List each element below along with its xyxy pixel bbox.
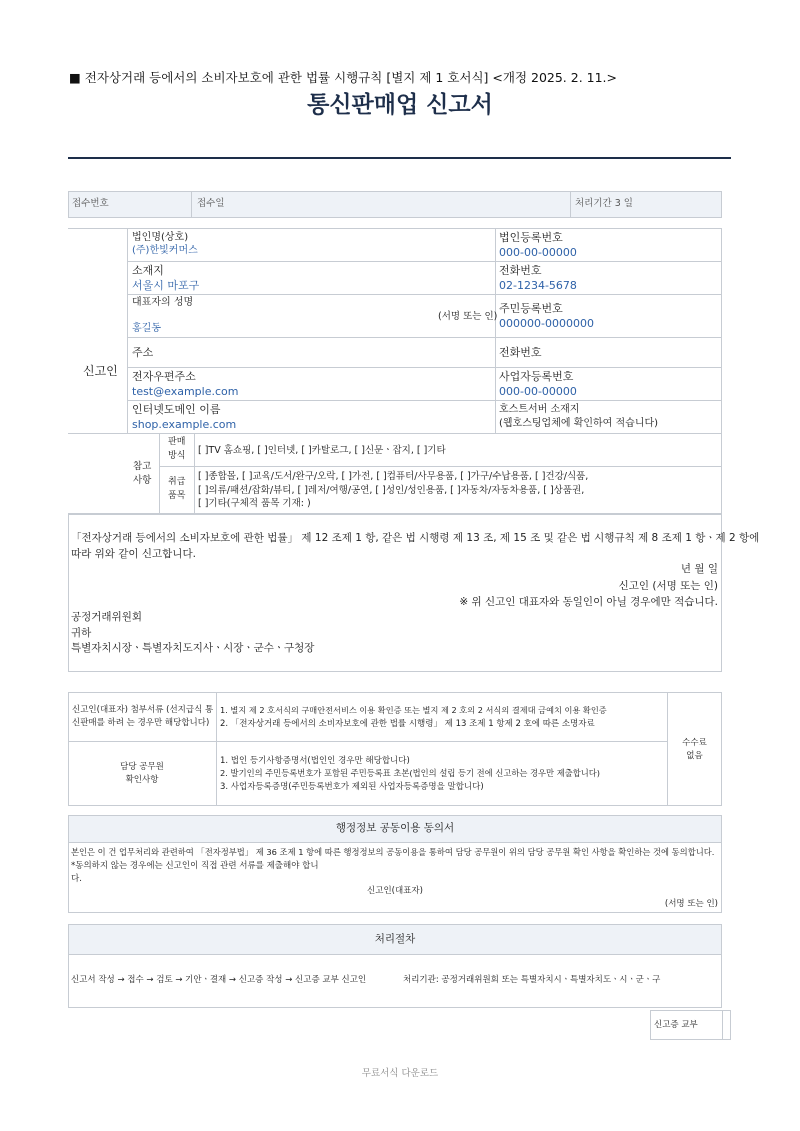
rep-name-value[interactable]: 홍길동: [132, 323, 161, 334]
consent-title: 행정정보 공동이용 동의서: [335, 822, 455, 834]
biz-reg-number-value[interactable]: 000-00-00000: [499, 385, 577, 398]
items-label-2: 품목: [168, 491, 186, 501]
recipient-ftc: 공정거래위원회: [71, 611, 143, 623]
receipt-date-label: 접수일: [197, 198, 225, 209]
reference-label-2: 사항: [133, 475, 152, 486]
address-label: 소재지: [132, 264, 164, 277]
items-options-line1[interactable]: [ ]종합몰, [ ]교육/도서/완구/오락, [ ]가전, [ ]컴퓨터/사무용품, [ ]가구/수납용품, [ ]건강/식품,: [198, 471, 589, 482]
items-options-line3[interactable]: [ ]기타(구체적 품목 기재: ): [198, 498, 311, 509]
applicant-section-label: 신고인: [83, 364, 118, 378]
download-link[interactable]: 무료서식 다운로드: [361, 1068, 439, 1079]
consent-text-line2: *동의하지 않는 경우에는 신고인이 직접 관련 서류를 제출해야 합니: [71, 861, 319, 871]
submit-docs-item-1: 1. 별지 제 2 호서식의 구매안전서비스 이용 확인증 또는 별지 제 2 호의 2 서식의 결제대 금예치 이용 확인증: [220, 705, 607, 715]
items-options-line2[interactable]: [ ]의류/패션/잡화/뷰티, [ ]레저/여행/공연, [ ]성인/성인용품, [ ]자동차/자동차용품, [ ]상품권,: [198, 485, 585, 496]
phone-label: 전화번호: [499, 264, 542, 277]
items-label-1: 취급: [168, 477, 186, 487]
form-info: ■ 전자상거래 등에서의 소비자보호에 관한 법률 시행규칙 [별지 제 1 호서식] <개정 2025. 2. 11.>: [69, 70, 618, 85]
fee-value: 없음: [686, 751, 703, 761]
home-address-label: 주소: [132, 346, 154, 359]
rep-name-label: 대표자의 성명: [132, 297, 194, 308]
company-name-label: 법인명(상호): [132, 232, 189, 243]
issue-label: 신고증 교부: [654, 1020, 698, 1030]
consent-sign-note: (서명 또는 인): [664, 899, 718, 909]
email-value[interactable]: test@example.com: [132, 385, 239, 398]
company-name-value[interactable]: (주)한빛커머스: [132, 245, 198, 256]
submit-docs-label-1: 신고인(대표자) 첨부서류 (선지급식 통: [72, 705, 214, 715]
resident-number-label: 주민등록번호: [499, 302, 563, 315]
officer-check-item-2: 2. 발기인의 주민등록번호가 포함된 주민등록표 초본(법인의 설립 등기 전에 신고하는 경우만 제출합니다): [220, 768, 601, 778]
page-title: 통신판매업 신고서: [307, 92, 493, 118]
consent-text-line3: 다.: [71, 874, 82, 884]
title-divider: [68, 157, 731, 159]
officer-check-label-1: 담당 공무원: [120, 762, 164, 772]
biz-reg-number-label: 사업자등록번호: [499, 370, 574, 383]
resident-number-value[interactable]: 000000-0000000: [499, 317, 594, 330]
phone-value[interactable]: 02-1234-5678: [499, 279, 577, 292]
declaration-signer: 신고인 (서명 또는 인): [618, 580, 718, 592]
recipient-local-gov: 특별자치시장ㆍ특별자치도지사ㆍ시장ㆍ군수ㆍ구청장: [71, 642, 315, 654]
email-label: 전자우편주소: [132, 370, 196, 383]
procedure-title: 처리절차: [374, 933, 416, 945]
recipient-honorific: 귀하: [71, 627, 92, 639]
domain-label: 인터넷도메인 이름: [132, 403, 221, 416]
corp-reg-number-label: 법인등록번호: [499, 231, 563, 244]
declaration-text-line2: 따라 위와 같이 신고합니다.: [71, 548, 196, 560]
officer-check-label-2: 확인사항: [125, 775, 159, 785]
declaration-date: 년 월 일: [680, 563, 718, 575]
submit-docs-label-2: 신판매를 하려 는 경우만 해당합니다): [72, 718, 210, 728]
domain-value[interactable]: shop.example.com: [132, 418, 237, 431]
declaration-note: ※ 위 신고인 대표자와 동일인이 아닐 경우에만 적습니다.: [459, 596, 718, 608]
rep-sign-note: (서명 또는 인): [438, 311, 498, 322]
declaration-text-line1: 「전자상거래 등에서의 소비자보호에 관한 법률」 제 12 조제 1 항, 같은 법 시행령 제 13 조, 제 15 조 및 같은 법 시행규칙 제 8 조제 1 항ㆍ제 2 항에: [71, 532, 760, 544]
sales-method-label-2: 방식: [168, 451, 186, 461]
fee-label: 수수료: [682, 738, 707, 748]
consent-signer: 신고인(대표자): [367, 886, 423, 896]
procedure-steps: 신고서 작성 → 접수 → 검토 → 기안ㆍ결재 → 신고증 작성 → 신고증 교부 신고인: [71, 975, 367, 985]
officer-check-item-3: 3. 사업자등록증명(주민등록번호가 제외된 사업자등록증명을 말합니다): [220, 782, 484, 792]
sales-method-options[interactable]: [ ]TV 홈쇼핑, [ ]인터넷, [ ]카탈로그, [ ]신문ㆍ잡지, [ ]기타: [198, 445, 446, 456]
officer-check-item-1: 1. 법인 등기사항증명서(법인인 경우만 해당합니다): [220, 756, 410, 766]
host-server-note: (웹호스팅업체에 확인하여 적습니다): [499, 418, 659, 429]
corp-reg-number-value[interactable]: 000-00-00000: [499, 246, 577, 259]
processing-period: 처리기간 3 일: [575, 198, 633, 209]
consent-text-line1: 본인은 이 건 업무처리와 관련하여 「전자정부법」 제 36 조제 1 항에 따른 행정정보의 공동이용을 통하여 담당 공무원이 위의 담당 공무원 확인 사항을 확인하는 것에 동의합니다.: [71, 847, 715, 857]
address-value[interactable]: 서울시 마포구: [132, 279, 200, 292]
receipt-number-label: 접수번호: [72, 198, 109, 209]
reference-label-1: 참고: [133, 461, 152, 472]
submit-docs-item-2: 2. 「전자상거래 등에서의 소비자보호에 관한 법률 시행령」 제 13 조제 1 항제 2 호에 따른 소명자료: [220, 719, 595, 729]
host-server-label: 호스트서버 소재지: [499, 404, 580, 415]
procedure-agency: 처리기관: 공정거래위원회 또는 특별자치시ㆍ특별자치도ㆍ시ㆍ군ㆍ구: [403, 975, 661, 985]
fee-box: [667, 692, 722, 806]
sales-method-label-1: 판매: [168, 437, 186, 447]
home-phone-label: 전화번호: [499, 346, 542, 359]
